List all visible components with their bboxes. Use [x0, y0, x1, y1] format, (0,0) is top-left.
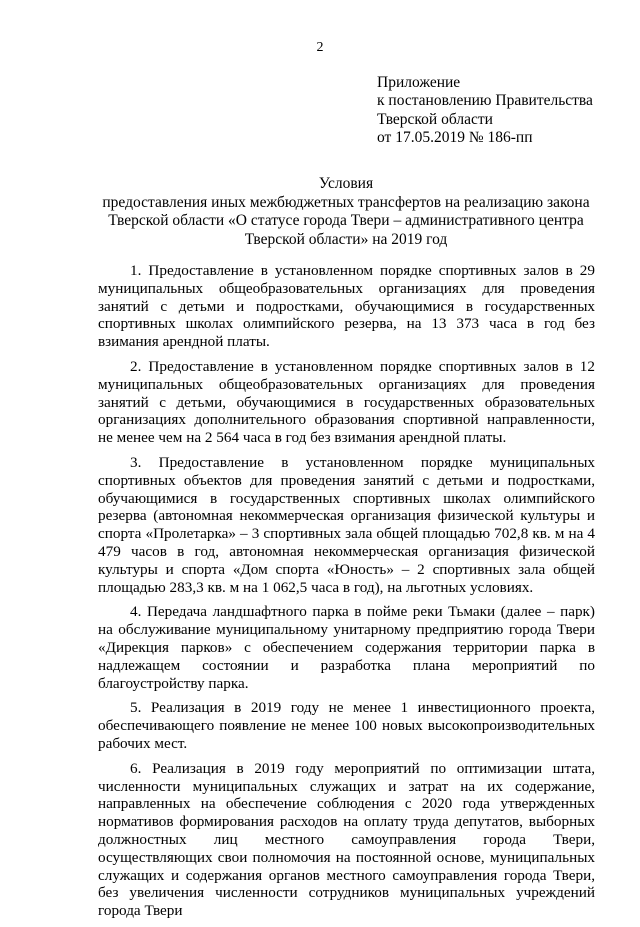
paragraph-3: 3. Предоставление в установленном порядке муниципальных спортивных объектов для проведения занятий с детьми и подростками, обучающимися в государственных спортивных школах олимпийского резерва (автономная некоммерческая организация физической культуры и спорта «Пролетарка» – 3 спортивных зала общей площадью 702,8 кв. м на 4 479 часов в год, автономная некоммерческая организация физической культуры и спорта «Дом спорта «Юность» – 2 спортивных зала общей площадью 283,3 кв. м на 1 062,5 часа в год), на льготных условиях. — [98, 453, 595, 596]
paragraph-5: 5. Реализация в 2019 году не менее 1 инвестиционного проекта, обеспечивающего появление не менее 100 новых высокопроизводительных рабочих мест. — [98, 699, 595, 752]
paragraph-4: 4. Передача ландшафтного парка в пойме реки Тьмаки (далее – парк) на обслуживание муниципальному унитарному предприятию города Твери «Дирекция парков» с обеспечением содержания территории парка в надлежащем состоянии и разработка плана мероприятий по благоустройству парка. — [98, 603, 595, 692]
title-line: предоставления иных межбюджетных трансфертов на реализацию закона — [102, 193, 590, 211]
document-body — [98, 262, 595, 927]
paragraph-6: 6. Реализация в 2019 году мероприятий по оптимизации штата, численности муниципальных служащих и затрат на их содержание, направленных на обеспечение соблюдения с 2020 года утвержденных нормативов формирования расходов на оплату труда депутатов, выборных должностных лиц местного самоуправления города Твери, осуществляющих свои полномочия на постоянной основе, муниципальных служащих и содержания органов местного самоуправления города Твери, без увеличения численности сотрудников муниципальных учреждений города Твери — [98, 759, 595, 920]
appendix-line: Тверской области — [377, 110, 493, 128]
title-line: Тверской области «О статусе города Твери – административного центра — [108, 212, 584, 229]
document-title — [98, 175, 594, 249]
title-line: Тверской области» на 2019 год — [244, 230, 448, 248]
page-number: 2 — [316, 40, 324, 55]
title-heading: Условия — [318, 175, 374, 192]
appendix-header — [377, 74, 627, 147]
appendix-line: к постановлению Правительства — [377, 92, 593, 110]
appendix-date-line: от 17.05.2019 № 186-пп — [377, 128, 533, 146]
paragraph-2: 2. Предоставление в установленном порядке спортивных залов в 12 муниципальных общеобразовательных организациях для проведения занятий с детьми, обучающимися в государственных образовательных организациях дополнительного образования спортивной направленности, не менее чем на 2 564 часа в год без взимания арендной платы. — [98, 357, 595, 447]
paragraph-1: 1. Предоставление в установленном порядке спортивных залов в 29 муниципальных общеобразовательных организациях для проведения занятий с детьми и подростками, обучающимися в государственных спортивных школах олимпийского резерва, на 13 373 часа в год без взимания арендной платы. — [98, 262, 595, 351]
appendix-line: Приложение — [377, 74, 461, 91]
